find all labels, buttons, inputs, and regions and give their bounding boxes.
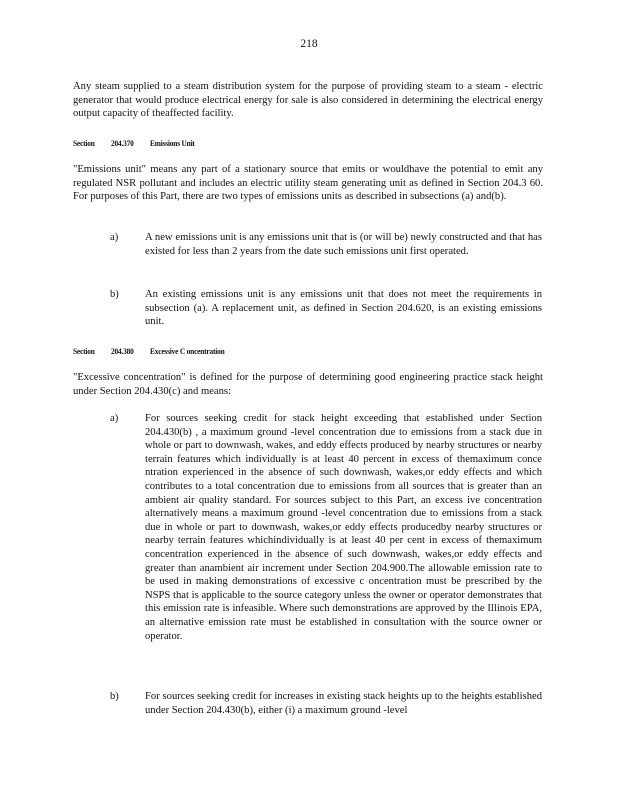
page-number: 218 [300, 38, 318, 50]
section-number: 204.380 [111, 347, 134, 356]
list-marker: b) [110, 691, 119, 702]
list-item-text: A new emissions unit is any emissions unit that is (or will be) newly constructed and that has existed for less than 2 years from the date such emissions unit first operated. [145, 232, 542, 257]
list-marker: b) [110, 289, 119, 300]
section-380-body: "Excessive concentration" is defined for the purpose of determining good engineering practice stack height under Section 204.430(c) and means: [73, 372, 543, 397]
intro-paragraph: Any steam supplied to a steam distribution system for the purpose of providing steam to a steam - electric generator that would produce electrical energy for sale is also considered in determining the electrical energy output capacity of theaffected facility. [73, 81, 543, 120]
list-marker: a) [110, 413, 119, 424]
list-item-text: For sources seeking credit for stack height exceeding that established under Section 204.430(b) , a maximum ground -level concentration due to emissions from a stack due in whole or part to downwash, wakes, and eddy effects produced by nearby structures or nearby terrain features which individually is at least 40 percent in excess of themaximum conce ntration experienced in the absence of such downwash, wakes,or eddy effects and which contributes to a total concentration due to emissions from all sources that is greater than an ambient air quality standard. For sources subject to this Part, an excess ive concentration alternatively means a maximum ground -level concentration due to emissions from a stack due in whole or part to downwash, wakes,or eddy effects producedby nearby structures or nearby terrain features whichindividually is at least 40 per cent in excess of themaximum concentration experienced in the absence of such downwash, wakes,or eddy effects and greater than anambient air increment under Section 204.900.The allowable emission rate to be used in making demonstrations of excessive c oncentration must be prescribed by the NSPS that is applicable to the source category unless the owner or operator demonstrates that this emission rate is infeasible. Where such demonstrations are approved by the Illinois EPA, an alternative emission rate must be established in consultation with the source owner or operator. [145, 413, 542, 642]
section-title: Excessive C oncentration [150, 347, 225, 356]
section-number: 204.370 [111, 139, 134, 148]
list-marker: a) [110, 232, 119, 243]
section-label: Section [73, 347, 95, 356]
section-label: Section [73, 139, 95, 148]
list-item-text: An existing emissions unit is any emissions unit that does not meet the requirements in subsection (a). A replacement unit, as defined in Section 204.620, is an existing emissions unit. [145, 289, 542, 328]
section-heading-204-370 [73, 137, 209, 151]
section-title: Emissions Unit [150, 139, 195, 148]
section-heading-204-380 [73, 345, 239, 359]
list-item-text: For sources seeking credit for increases in existing stack heights up to the heights established under Section 204.430(b), either (i) a maximum ground -level [145, 691, 542, 716]
section-370-body: "Emissions unit" means any part of a stationary source that emits or wouldhave the potential to emit any regulated NSR pollutant and includes an electric utility steam generating unit as defined in Section 204.3 60. For purposes of this Part, there are two types of emissions units as described in subsections (a) and(b). [73, 164, 543, 203]
